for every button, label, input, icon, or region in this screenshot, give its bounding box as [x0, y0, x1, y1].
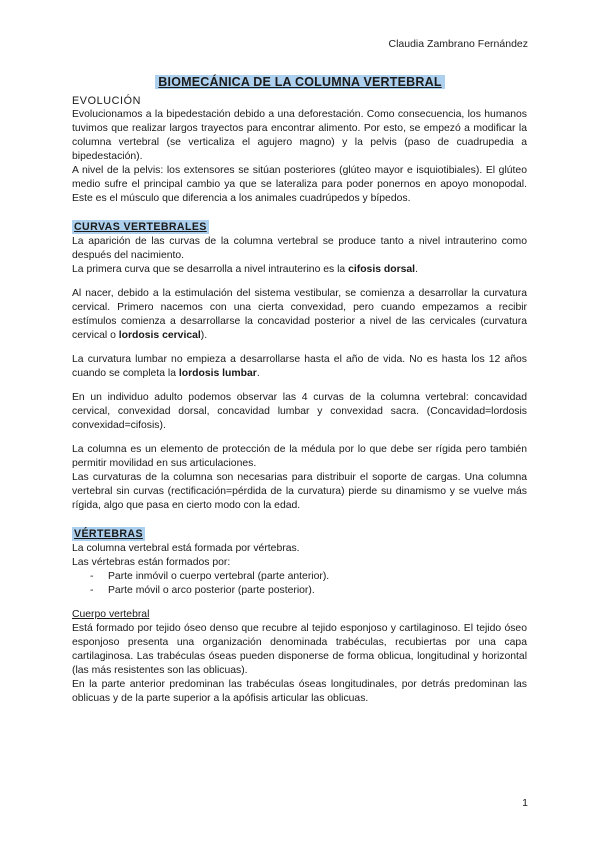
vertebras-parts-list — [72, 570, 527, 598]
curvas-paragraph-1: La aparición de las curvas de la columna vertebral se produce tanto a nivel intrauterino como después del nacimiento. — [72, 236, 527, 261]
curvas-paragraph-3: Al nacer, debido a la estimulación del sistema vestibular, se comienza a desarrollar la curvatura cervical. Primero nacemos con una cierta convexidad, pero cuando empezamos a recibir estímulos comienza a desarrollarse la concavidad posterior a nivel de las cervicales (curvatura cervical o lordosis cervical). — [72, 288, 527, 341]
vertebras-paragraph-3: Está formado por tejido óseo denso que recubre al tejido esponjoso y cartilaginoso. El tejido óseo esponjoso presenta una organización denominada trabéculas, recubiertas por una capa cartilaginosa. Las trabéculas óseas pueden disponerse de forma oblicua, longitudinal y horizontal (las más resistentes son las oblicuas). — [72, 623, 527, 676]
curvas-paragraph-5: En un individuo adulto podemos observar las 4 curvas de la columna vertebral: concavidad cervical, convexidad dorsal, concavidad lumbar y convexidad sacra. (Concavidad=lordosis convexidad=cifosis). — [72, 392, 527, 431]
section-heading-vertebras: VÉRTEBRAS — [74, 528, 143, 540]
vertebras-paragraph-2: Las vértebras están formados por: — [72, 557, 231, 568]
term-cifosis-dorsal: cifosis dorsal — [348, 264, 416, 275]
section-heading-evolucion: EVOLUCIÓN — [72, 95, 141, 107]
list-item: - Parte móvil o arco posterior (parte posterior). — [90, 585, 315, 596]
page-number: 1 — [522, 797, 528, 809]
evolucion-paragraph-2: A nivel de la pelvis: los extensores se sitúan posteriores (glúteo mayor e isquiotibiales). El glúteo medio sufre el principal cambio ya que se lateraliza para poder ponernos en apoyo monopodal. Este es el músculo que diferencia a los animales cuadrúpedos y bípedos. — [72, 165, 527, 204]
document-body — [72, 94, 527, 706]
term-lordosis-lumbar: lordosis lumbar — [178, 368, 257, 379]
curvas-paragraph-6: La columna es un elemento de protección de la médula por lo que debe ser rígida pero también permitir movilidad en sus articulaciones. — [72, 444, 527, 469]
term-lordosis-cervical: lordosis cervical — [118, 330, 201, 341]
page-header-author: Claudia Zambrano Fernández — [388, 38, 528, 50]
list-item: - Parte inmóvil o cuerpo vertebral (parte anterior). — [90, 571, 330, 582]
evolucion-paragraph-1: Evolucionamos a la bipedestación debido a una deforestación. Como consecuencia, los humanos tuvimos que realizar largos trayectos para encontrar alimento. Por esto, se empezó a modificar la columna vertebral (se verticaliza el agujero magno) y la pelvis (paso de cuadrupedia a bipedestación). — [72, 109, 527, 162]
vertebras-paragraph-1: La columna vertebral está formada por vértebras. — [72, 543, 300, 554]
vertebras-paragraph-4: En la parte anterior predominan las trabéculas óseas longitudinales, por detrás predominan las oblicuas y de la parte superior a la apófisis articular las oblicuas. — [72, 679, 527, 704]
curvas-paragraph-4: La curvatura lumbar no empieza a desarrollarse hasta el año de vida. No es hasta los 12 años cuando se completa la lordosis lumbar. — [72, 354, 527, 379]
document-title: BIOMECÁNICA DE LA COLUMNA VERTEBRAL — [155, 75, 444, 89]
section-heading-curvas: CURVAS VERTEBRALES — [74, 221, 207, 233]
curvas-paragraph-7: Las curvaturas de la columna son necesarias para distribuir el soporte de cargas. Una columna vertebral sin curvas (rectificación=pérdida de la curvatura) pierde su dinamismo y se vuelve más rígida, algo que pasa en cierto modo con la edad. — [72, 472, 527, 511]
curvas-paragraph-2: La primera curva que se desarrolla a nivel intrauterino es la cifosis dorsal. — [72, 264, 418, 275]
document-title-wrapper — [0, 73, 600, 91]
subheading-cuerpo-vertebral: Cuerpo vertebral — [72, 609, 150, 620]
